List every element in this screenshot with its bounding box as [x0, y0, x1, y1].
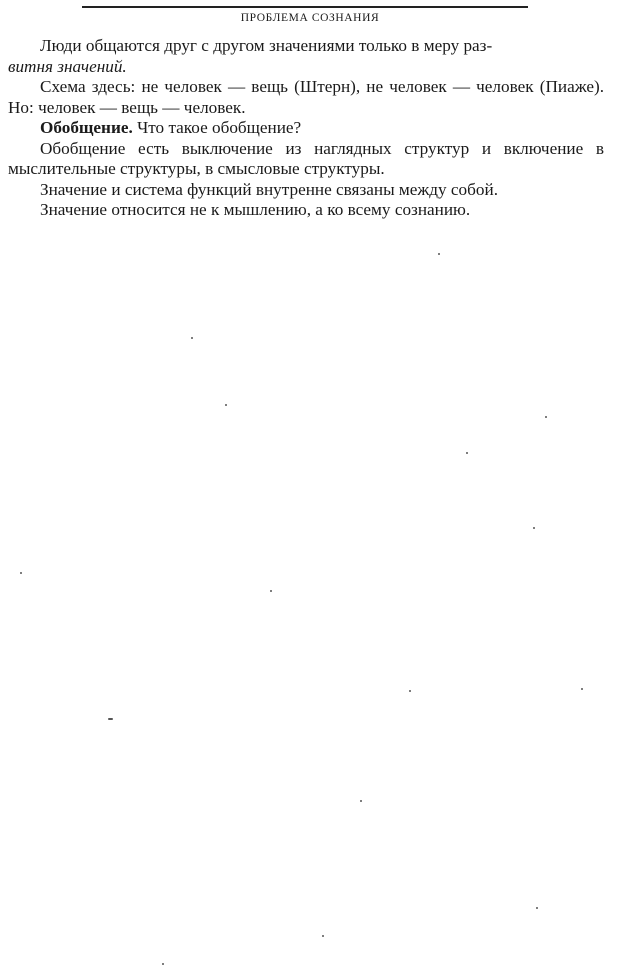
paragraph-2: Схема здесь: не человек — вещь (Штерн), не человек — человек (Пиаже). Но: человек — вещь — человек.	[8, 77, 604, 117]
paragraph-3: Обобщение. Что такое обобщение?	[40, 118, 302, 137]
italic-phrase: витня значений.	[8, 56, 127, 76]
paragraph-6: Значение относится не к мышлению, а ко всему сознанию.	[40, 200, 471, 219]
running-head: ПРОБЛЕМА СОЗНАНИЯ	[240, 12, 380, 24]
paragraph-4: Обобщение есть выключение из наглядных структур и включение в мыслительные структуры, в смысловые структуры.	[8, 138, 604, 178]
paragraph-1: Люди общаются друг с другом значениями только в меру раз- витня значений.	[8, 36, 493, 76]
bold-term: Обобщение.	[40, 118, 133, 137]
body-text	[8, 36, 604, 221]
header-rule	[82, 6, 528, 8]
paragraph-5: Значение и система функций внутренне связаны между собой.	[40, 179, 498, 199]
